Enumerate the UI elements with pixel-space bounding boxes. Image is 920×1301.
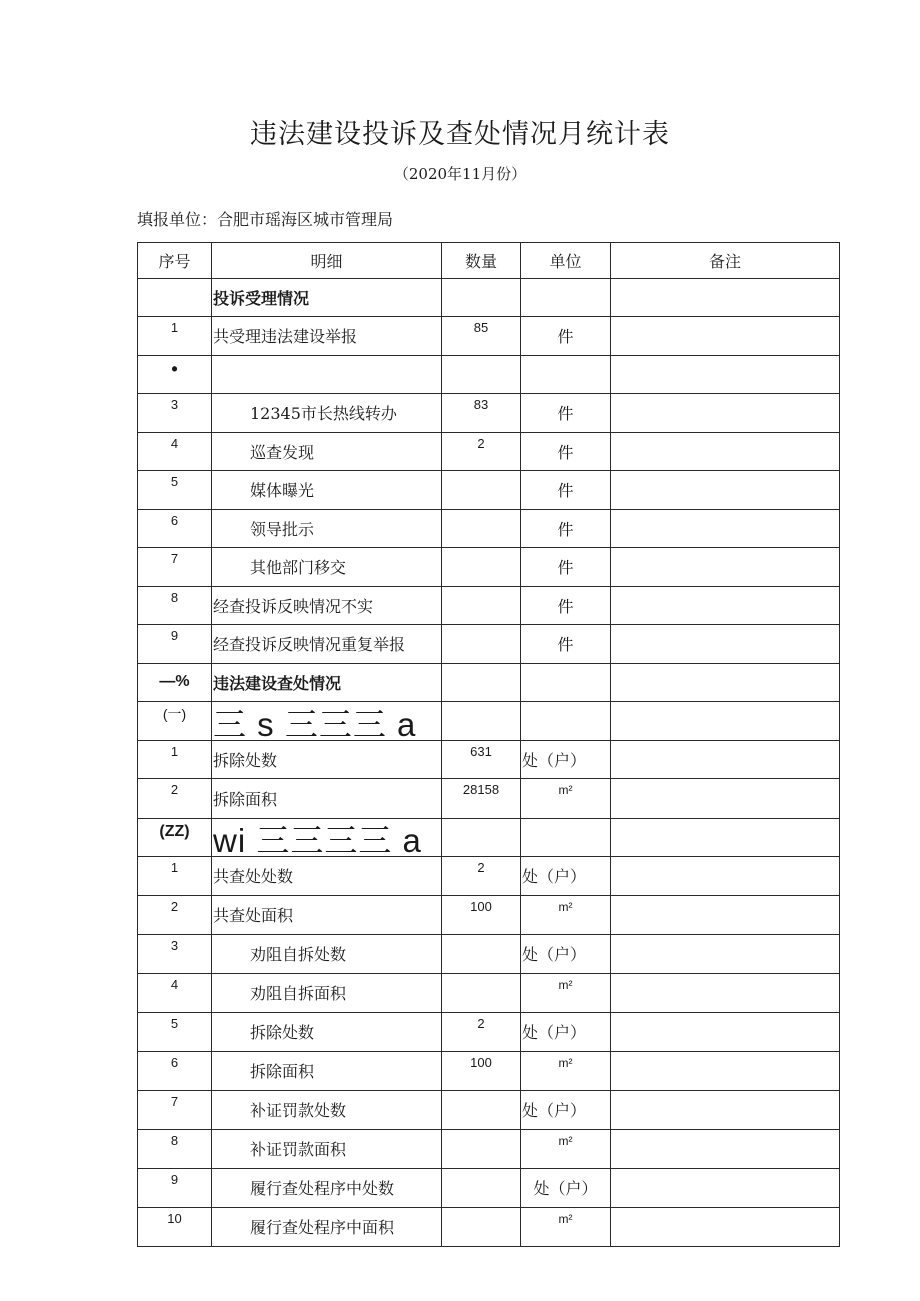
row-detail: 违法建设查处情况 — [212, 663, 442, 702]
statistics-table — [137, 242, 840, 1247]
row-seq: —% — [138, 663, 212, 702]
table-row — [138, 509, 840, 548]
row-detail: 巡查发现 — [212, 432, 442, 471]
row-detail: 履行查处程序中面积 — [212, 1207, 442, 1247]
row-seq: 4 — [138, 432, 212, 471]
reporting-unit: 填报单位：合肥市瑶海区城市管理局 — [137, 210, 394, 229]
row-detail: 劝阻自拆面积 — [212, 973, 442, 1013]
row-unit: 件 — [521, 509, 611, 548]
row-seq: 10 — [138, 1207, 212, 1247]
row-note — [611, 317, 840, 356]
row-note — [611, 278, 840, 317]
table-row — [138, 1169, 840, 1208]
table-row — [138, 779, 840, 819]
row-detail: 拆除处数 — [212, 1013, 442, 1052]
row-quantity: 2 — [442, 857, 521, 896]
table-row — [138, 663, 840, 702]
row-seq: 6 — [138, 509, 212, 548]
row-quantity — [442, 355, 521, 394]
row-note — [611, 663, 840, 702]
row-quantity: 28158 — [442, 779, 521, 819]
row-note — [611, 1169, 840, 1208]
table-row — [138, 973, 840, 1013]
table-row — [138, 818, 840, 857]
row-quantity — [442, 818, 521, 857]
row-unit: 处（户） — [521, 1013, 611, 1052]
row-note — [611, 740, 840, 779]
row-quantity — [442, 663, 521, 702]
table-row — [138, 740, 840, 779]
row-note — [611, 432, 840, 471]
row-seq: 4 — [138, 973, 212, 1013]
row-detail: 投诉受理情况 — [212, 278, 442, 317]
row-seq: (一) — [138, 702, 212, 741]
table-row — [138, 278, 840, 317]
row-unit: 件 — [521, 586, 611, 625]
table-row — [138, 1013, 840, 1052]
row-detail: 拆除面积 — [212, 1051, 442, 1091]
row-note — [611, 1013, 840, 1052]
row-unit: 件 — [521, 317, 611, 356]
row-unit: m² — [521, 779, 611, 819]
table-row — [138, 471, 840, 510]
row-unit: 处（户） — [521, 935, 611, 974]
row-detail: 劝阻自拆处数 — [212, 935, 442, 974]
row-detail: 经查投诉反映情况不实 — [212, 586, 442, 625]
row-seq: 8 — [138, 1129, 212, 1169]
row-unit: 件 — [521, 432, 611, 471]
row-detail: 拆除处数 — [212, 740, 442, 779]
row-note — [611, 355, 840, 394]
row-seq: 5 — [138, 471, 212, 510]
table-row — [138, 586, 840, 625]
header-row — [138, 243, 840, 279]
row-unit — [521, 663, 611, 702]
row-unit — [521, 818, 611, 857]
row-unit — [521, 702, 611, 741]
row-detail: 共受理违法建设举报 — [212, 317, 442, 356]
row-quantity — [442, 471, 521, 510]
row-seq — [138, 278, 212, 317]
row-detail: 三 s 三三三 a — [212, 702, 442, 741]
row-detail — [212, 355, 442, 394]
row-seq: 9 — [138, 625, 212, 664]
row-unit: m² — [521, 1051, 611, 1091]
row-unit: 件 — [521, 471, 611, 510]
row-seq: 1 — [138, 857, 212, 896]
row-quantity: 85 — [442, 317, 521, 356]
row-note — [611, 1207, 840, 1247]
table-row — [138, 857, 840, 896]
row-detail: 其他部门移交 — [212, 548, 442, 587]
row-quantity — [442, 702, 521, 741]
row-quantity — [442, 935, 521, 974]
row-quantity — [442, 625, 521, 664]
row-unit: 件 — [521, 625, 611, 664]
row-detail: 补证罚款处数 — [212, 1091, 442, 1130]
row-note — [611, 1129, 840, 1169]
table-row — [138, 1207, 840, 1247]
row-unit: 处（户） — [521, 1091, 611, 1130]
row-note — [611, 779, 840, 819]
row-detail: 履行查处程序中处数 — [212, 1169, 442, 1208]
row-unit — [521, 355, 611, 394]
row-detail: 领导批示 — [212, 509, 442, 548]
row-seq: 1 — [138, 317, 212, 356]
row-unit: 处（户） — [521, 740, 611, 779]
row-seq: (ZZ) — [138, 818, 212, 857]
row-seq: 8 — [138, 586, 212, 625]
row-unit: m² — [521, 1129, 611, 1169]
row-seq: 1 — [138, 740, 212, 779]
row-unit: m² — [521, 973, 611, 1013]
row-note — [611, 509, 840, 548]
row-seq: 9 — [138, 1169, 212, 1208]
table-row — [138, 394, 840, 433]
row-quantity — [442, 1207, 521, 1247]
row-quantity — [442, 973, 521, 1013]
row-quantity: 100 — [442, 1051, 521, 1091]
row-quantity — [442, 509, 521, 548]
row-seq: 5 — [138, 1013, 212, 1052]
row-note — [611, 1091, 840, 1130]
report-period: （2020年11月份） — [393, 165, 527, 183]
row-note — [611, 586, 840, 625]
row-detail: 拆除面积 — [212, 779, 442, 819]
row-note — [611, 895, 840, 935]
table-row — [138, 432, 840, 471]
row-note — [611, 973, 840, 1013]
table-row — [138, 1051, 840, 1091]
row-note — [611, 471, 840, 510]
page-title: 违法建设投诉及查处情况月统计表 — [250, 119, 670, 150]
row-quantity — [442, 278, 521, 317]
row-quantity — [442, 1091, 521, 1130]
row-note — [611, 818, 840, 857]
row-seq: 3 — [138, 394, 212, 433]
table-row — [138, 548, 840, 587]
table-row — [138, 1091, 840, 1130]
header-unit: 单位 — [521, 243, 611, 279]
row-detail: 补证罚款面积 — [212, 1129, 442, 1169]
row-unit: 件 — [521, 548, 611, 587]
header-seq: 序号 — [138, 243, 212, 279]
row-unit: m² — [521, 895, 611, 935]
row-note — [611, 625, 840, 664]
row-unit: 处（户） — [521, 1169, 611, 1208]
row-detail: 媒体曝光 — [212, 471, 442, 510]
row-unit: 处（户） — [521, 857, 611, 896]
row-quantity — [442, 1129, 521, 1169]
row-note — [611, 935, 840, 974]
row-seq: 3 — [138, 935, 212, 974]
row-unit: 件 — [521, 394, 611, 433]
header-quantity: 数量 — [442, 243, 521, 279]
row-note — [611, 702, 840, 741]
row-detail: 共查处处数 — [212, 857, 442, 896]
header-note: 备注 — [611, 243, 840, 279]
row-note — [611, 857, 840, 896]
row-quantity: 83 — [442, 394, 521, 433]
table-row — [138, 895, 840, 935]
row-quantity: 100 — [442, 895, 521, 935]
row-quantity: 2 — [442, 432, 521, 471]
row-note — [611, 394, 840, 433]
table-row — [138, 1129, 840, 1169]
row-seq: 6 — [138, 1051, 212, 1091]
row-seq: 2 — [138, 779, 212, 819]
row-seq: • — [138, 355, 212, 394]
row-seq: 7 — [138, 548, 212, 587]
table-row — [138, 935, 840, 974]
row-detail: wi 三三三三 a — [212, 818, 442, 857]
table-row — [138, 702, 840, 741]
row-quantity: 631 — [442, 740, 521, 779]
row-quantity — [442, 548, 521, 587]
row-note — [611, 548, 840, 587]
row-detail: 经查投诉反映情况重复举报 — [212, 625, 442, 664]
row-quantity — [442, 1169, 521, 1208]
row-seq: 7 — [138, 1091, 212, 1130]
table-row — [138, 355, 840, 394]
row-quantity — [442, 586, 521, 625]
header-detail: 明细 — [212, 243, 442, 279]
row-detail: 共查处面积 — [212, 895, 442, 935]
row-unit — [521, 278, 611, 317]
row-note — [611, 1051, 840, 1091]
row-seq: 2 — [138, 895, 212, 935]
row-quantity: 2 — [442, 1013, 521, 1052]
row-detail: 12345市长热线转办 — [212, 394, 442, 433]
row-unit: m² — [521, 1207, 611, 1247]
table-row — [138, 625, 840, 664]
table-row — [138, 317, 840, 356]
